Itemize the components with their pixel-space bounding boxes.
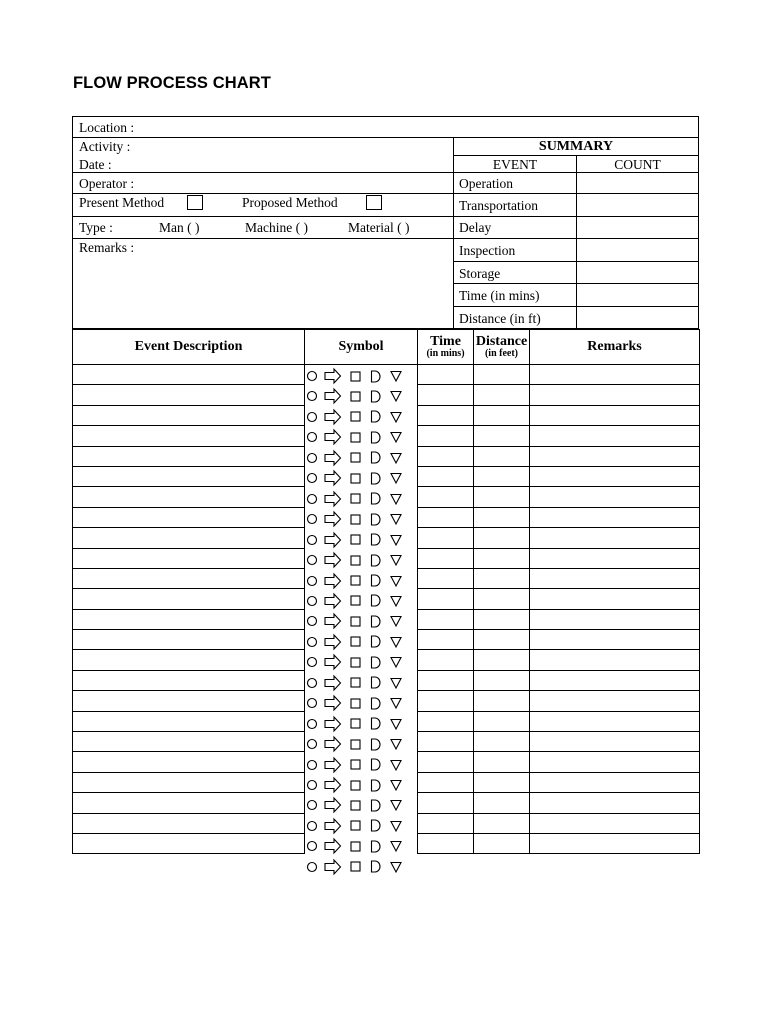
symbol-row [306, 572, 416, 590]
time-cell[interactable] [418, 691, 474, 711]
event-description-cell[interactable] [73, 670, 305, 690]
event-description-cell[interactable] [73, 833, 305, 853]
type-label: Type : [79, 220, 113, 235]
time-cell[interactable] [418, 772, 474, 792]
triangle-down-icon[interactable] [390, 636, 402, 648]
d-shape-icon[interactable] [370, 656, 382, 669]
d-shape-icon[interactable] [370, 717, 382, 730]
remarks-cell[interactable] [530, 405, 700, 425]
d-shape-icon[interactable] [370, 574, 382, 587]
type-machine-option[interactable]: Machine ( ) [245, 220, 308, 235]
circle-icon[interactable] [306, 513, 318, 525]
distance-cell[interactable] [474, 813, 530, 833]
remarks-cell[interactable] [530, 385, 700, 405]
event-description-cell[interactable] [73, 752, 305, 772]
square-icon[interactable] [350, 493, 361, 504]
time-cell[interactable] [418, 385, 474, 405]
circle-icon[interactable] [306, 493, 318, 505]
distance-cell[interactable] [474, 548, 530, 568]
time-cell[interactable] [418, 446, 474, 466]
remarks-cell[interactable] [530, 772, 700, 792]
circle-icon[interactable] [306, 575, 318, 587]
remarks-cell[interactable] [530, 732, 700, 752]
distance-cell[interactable] [474, 507, 530, 527]
arrow-icon[interactable] [324, 613, 342, 629]
triangle-down-icon[interactable] [390, 390, 402, 402]
arrow-icon[interactable] [324, 634, 342, 650]
symbol-row [306, 653, 416, 671]
arrow-icon[interactable] [324, 838, 342, 854]
event-description-cell[interactable] [73, 405, 305, 425]
triangle-down-icon[interactable] [390, 779, 402, 791]
remarks-cell[interactable] [530, 711, 700, 731]
event-description-cell[interactable] [73, 487, 305, 507]
arrow-icon[interactable] [324, 675, 342, 691]
symbol-row [306, 735, 416, 753]
d-shape-icon[interactable] [370, 860, 382, 873]
circle-icon[interactable] [306, 554, 318, 566]
triangle-down-icon[interactable] [390, 472, 402, 484]
triangle-down-icon[interactable] [390, 718, 402, 730]
square-icon[interactable] [350, 432, 361, 443]
event-description-cell[interactable] [73, 568, 305, 588]
circle-icon[interactable] [306, 636, 318, 648]
summary-event-delay: Delay [459, 220, 492, 235]
d-shape-icon[interactable] [370, 390, 382, 403]
distance-cell[interactable] [474, 589, 530, 609]
time-cell[interactable] [418, 405, 474, 425]
triangle-down-icon[interactable] [390, 411, 402, 423]
square-icon[interactable] [350, 718, 361, 729]
arrow-icon[interactable] [324, 532, 342, 548]
symbol-row [306, 756, 416, 774]
event-description-cell[interactable] [73, 691, 305, 711]
summary-event-operation: Operation [459, 176, 513, 191]
d-shape-icon[interactable] [370, 840, 382, 853]
event-description-cell[interactable] [73, 772, 305, 792]
circle-icon[interactable] [306, 840, 318, 852]
triangle-down-icon[interactable] [390, 656, 402, 668]
symbol-row [306, 490, 416, 508]
event-description-cell[interactable] [73, 630, 305, 650]
symbol-row [306, 612, 416, 630]
arrow-icon[interactable] [324, 777, 342, 793]
symbol-row [306, 715, 416, 733]
circle-icon[interactable] [306, 697, 318, 709]
remarks-cell[interactable] [530, 507, 700, 527]
remarks-cell[interactable] [530, 630, 700, 650]
event-description-cell[interactable] [73, 589, 305, 609]
count-time-cell[interactable] [577, 284, 698, 306]
circle-icon[interactable] [306, 370, 318, 382]
circle-icon[interactable] [306, 861, 318, 873]
d-shape-icon[interactable] [370, 410, 382, 423]
circle-icon[interactable] [306, 431, 318, 443]
symbol-row [306, 367, 416, 385]
circle-icon[interactable] [306, 656, 318, 668]
d-shape-icon[interactable] [370, 635, 382, 648]
d-shape-icon[interactable] [370, 492, 382, 505]
remarks-cell[interactable] [530, 609, 700, 629]
remarks-cell[interactable] [530, 793, 700, 813]
event-description-cell[interactable] [73, 793, 305, 813]
distance-cell[interactable] [474, 691, 530, 711]
arrow-icon[interactable] [324, 573, 342, 589]
square-icon[interactable] [350, 800, 361, 811]
d-shape-icon[interactable] [370, 819, 382, 832]
summary-event-inspection: Inspection [459, 243, 516, 258]
circle-icon[interactable] [306, 718, 318, 730]
event-description-cell[interactable] [73, 528, 305, 548]
arrow-icon[interactable] [324, 757, 342, 773]
summary-event-time: Time (in mins) [459, 288, 540, 303]
symbol-row [306, 837, 416, 855]
arrow-icon[interactable] [324, 409, 342, 425]
remarks-cell[interactable] [530, 670, 700, 690]
event-description-cell[interactable] [73, 548, 305, 568]
square-icon[interactable] [350, 841, 361, 852]
time-cell[interactable] [418, 752, 474, 772]
square-icon[interactable] [350, 575, 361, 586]
distance-cell[interactable] [474, 793, 530, 813]
square-icon[interactable] [350, 555, 361, 566]
symbol-row [306, 858, 416, 876]
distance-cell[interactable] [474, 630, 530, 650]
remarks-cell[interactable] [530, 548, 700, 568]
arrow-icon[interactable] [324, 429, 342, 445]
event-description-cell[interactable] [73, 711, 305, 731]
symbol-row [306, 817, 416, 835]
triangle-down-icon[interactable] [390, 759, 402, 771]
d-shape-icon[interactable] [370, 554, 382, 567]
location-label: Location : [79, 120, 135, 135]
distance-cell[interactable] [474, 365, 530, 385]
symbol-row [306, 428, 416, 446]
circle-icon[interactable] [306, 390, 318, 402]
event-description-cell[interactable] [73, 507, 305, 527]
symbol-row [306, 531, 416, 549]
count-storage-cell[interactable] [577, 262, 698, 283]
present-method-checkbox[interactable] [187, 195, 203, 210]
summary-event-header: EVENT [492, 157, 538, 172]
distance-cell[interactable] [474, 609, 530, 629]
d-shape-icon[interactable] [370, 533, 382, 546]
circle-icon[interactable] [306, 738, 318, 750]
summary-event-storage: Storage [459, 266, 501, 281]
remarks-cell[interactable] [530, 589, 700, 609]
summary-event-transportation: Transportation [459, 198, 539, 213]
summary-event-distance: Distance (in ft) [459, 311, 541, 326]
distance-cell[interactable] [474, 833, 530, 853]
event-description-cell[interactable] [73, 813, 305, 833]
square-icon[interactable] [350, 371, 361, 382]
event-description-cell[interactable] [73, 385, 305, 405]
d-shape-icon[interactable] [370, 451, 382, 464]
square-icon[interactable] [350, 391, 361, 402]
date-label: Date : [79, 157, 112, 172]
distance-cell[interactable] [474, 446, 530, 466]
d-shape-icon[interactable] [370, 697, 382, 710]
square-icon[interactable] [350, 759, 361, 770]
d-shape-icon[interactable] [370, 738, 382, 751]
symbol-row [306, 510, 416, 528]
arrow-icon[interactable] [324, 818, 342, 834]
triangle-down-icon[interactable] [390, 738, 402, 750]
circle-icon[interactable] [306, 472, 318, 484]
arrow-icon[interactable] [324, 593, 342, 609]
time-cell[interactable] [418, 466, 474, 486]
d-shape-icon[interactable] [370, 431, 382, 444]
triangle-down-icon[interactable] [390, 595, 402, 607]
count-inspection-cell[interactable] [577, 239, 698, 261]
circle-icon[interactable] [306, 820, 318, 832]
count-delay-cell[interactable] [577, 217, 698, 238]
distance-cell[interactable] [474, 466, 530, 486]
triangle-down-icon[interactable] [390, 575, 402, 587]
col-event-description: Event Description [73, 330, 305, 365]
distance-cell[interactable] [474, 732, 530, 752]
count-distance-cell[interactable] [577, 307, 698, 328]
distance-cell[interactable] [474, 426, 530, 446]
triangle-down-icon[interactable] [390, 799, 402, 811]
symbol-row [306, 592, 416, 610]
col-distance-label: Distance [475, 334, 528, 349]
time-cell[interactable] [418, 589, 474, 609]
col-time-unit: (in mins) [426, 348, 465, 359]
col-symbol: Symbol [305, 330, 418, 365]
d-shape-icon[interactable] [370, 758, 382, 771]
triangle-down-icon[interactable] [390, 615, 402, 627]
distance-cell[interactable] [474, 568, 530, 588]
distance-cell[interactable] [474, 487, 530, 507]
d-shape-icon[interactable] [370, 779, 382, 792]
remarks-cell[interactable] [530, 426, 700, 446]
arrow-icon[interactable] [324, 511, 342, 527]
symbol-row [306, 387, 416, 405]
distance-cell[interactable] [474, 528, 530, 548]
d-shape-icon[interactable] [370, 799, 382, 812]
triangle-down-icon[interactable] [390, 861, 402, 873]
proposed-method-checkbox[interactable] [366, 195, 382, 210]
symbol-row [306, 551, 416, 569]
triangle-down-icon[interactable] [390, 513, 402, 525]
triangle-down-icon[interactable] [390, 431, 402, 443]
symbol-row [306, 674, 416, 692]
square-icon[interactable] [350, 452, 361, 463]
header-section [72, 116, 699, 329]
symbol-row [306, 776, 416, 794]
distance-cell[interactable] [474, 711, 530, 731]
square-icon[interactable] [350, 739, 361, 750]
time-cell[interactable] [418, 528, 474, 548]
time-cell[interactable] [418, 365, 474, 385]
circle-icon[interactable] [306, 595, 318, 607]
circle-icon[interactable] [306, 534, 318, 546]
distance-cell[interactable] [474, 405, 530, 425]
square-icon[interactable] [350, 616, 361, 627]
col-remarks: Remarks [530, 330, 700, 365]
remarks-cell[interactable] [530, 752, 700, 772]
time-cell[interactable] [418, 426, 474, 446]
triangle-down-icon[interactable] [390, 493, 402, 505]
event-description-cell[interactable] [73, 732, 305, 752]
col-time [418, 330, 474, 365]
time-cell[interactable] [418, 813, 474, 833]
arrow-icon[interactable] [324, 388, 342, 404]
type-man-option[interactable]: Man ( ) [159, 220, 200, 235]
square-icon[interactable] [350, 861, 361, 872]
time-cell[interactable] [418, 732, 474, 752]
arrow-icon[interactable] [324, 859, 342, 875]
time-cell[interactable] [418, 548, 474, 568]
circle-icon[interactable] [306, 411, 318, 423]
summary-count-header: COUNT [614, 157, 661, 172]
page-title: FLOW PROCESS CHART [73, 74, 271, 92]
symbol-row [306, 633, 416, 651]
arrow-icon[interactable] [324, 736, 342, 752]
square-icon[interactable] [350, 698, 361, 709]
time-cell[interactable] [418, 568, 474, 588]
arrow-icon[interactable] [324, 491, 342, 507]
square-icon[interactable] [350, 657, 361, 668]
remarks-cell[interactable] [530, 487, 700, 507]
arrow-icon[interactable] [324, 797, 342, 813]
operator-label: Operator : [79, 176, 135, 191]
type-material-option[interactable]: Material ( ) [348, 220, 410, 235]
d-shape-icon[interactable] [370, 513, 382, 526]
event-description-cell[interactable] [73, 466, 305, 486]
square-icon[interactable] [350, 636, 361, 647]
arrow-icon[interactable] [324, 450, 342, 466]
remarks-cell[interactable] [530, 650, 700, 670]
remarks-cell[interactable] [530, 466, 700, 486]
remarks-cell[interactable] [530, 691, 700, 711]
square-icon[interactable] [350, 780, 361, 791]
distance-cell[interactable] [474, 670, 530, 690]
triangle-down-icon[interactable] [390, 677, 402, 689]
summary-title: SUMMARY [538, 139, 614, 154]
event-description-cell[interactable] [73, 365, 305, 385]
activity-label: Activity : [79, 139, 131, 154]
time-cell[interactable] [418, 833, 474, 853]
event-description-cell[interactable] [73, 426, 305, 446]
square-icon[interactable] [350, 677, 361, 688]
event-description-cell[interactable] [73, 446, 305, 466]
d-shape-icon[interactable] [370, 594, 382, 607]
arrow-icon[interactable] [324, 368, 342, 384]
arrow-icon[interactable] [324, 552, 342, 568]
circle-icon[interactable] [306, 452, 318, 464]
time-cell[interactable] [418, 670, 474, 690]
symbol-row [306, 694, 416, 712]
triangle-down-icon[interactable] [390, 452, 402, 464]
square-icon[interactable] [350, 411, 361, 422]
remarks-label: Remarks : [79, 240, 135, 255]
square-icon[interactable] [350, 595, 361, 606]
symbol-row [306, 469, 416, 487]
square-icon[interactable] [350, 514, 361, 525]
arrow-icon[interactable] [324, 654, 342, 670]
time-cell[interactable] [418, 609, 474, 629]
remarks-cell[interactable] [530, 833, 700, 853]
d-shape-icon[interactable] [370, 370, 382, 383]
triangle-down-icon[interactable] [390, 370, 402, 382]
proposed-method-label: Proposed Method [242, 195, 338, 210]
remarks-cell[interactable] [530, 365, 700, 385]
distance-cell[interactable] [474, 385, 530, 405]
symbol-row [306, 449, 416, 467]
col-distance-unit: (in feet) [484, 348, 519, 359]
arrow-icon[interactable] [324, 716, 342, 732]
arrow-icon[interactable] [324, 470, 342, 486]
present-method-label: Present Method [79, 195, 165, 210]
triangle-down-icon[interactable] [390, 820, 402, 832]
distance-cell[interactable] [474, 752, 530, 772]
event-description-cell[interactable] [73, 650, 305, 670]
circle-icon[interactable] [306, 615, 318, 627]
circle-icon[interactable] [306, 799, 318, 811]
symbol-row [306, 408, 416, 426]
triangle-down-icon[interactable] [390, 534, 402, 546]
col-distance [474, 330, 530, 365]
distance-cell[interactable] [474, 650, 530, 670]
square-icon[interactable] [350, 534, 361, 545]
remarks-cell[interactable] [530, 446, 700, 466]
triangle-down-icon[interactable] [390, 554, 402, 566]
remarks-cell[interactable] [530, 528, 700, 548]
d-shape-icon[interactable] [370, 676, 382, 689]
triangle-down-icon[interactable] [390, 697, 402, 709]
time-cell[interactable] [418, 487, 474, 507]
time-cell[interactable] [418, 793, 474, 813]
remarks-cell[interactable] [530, 813, 700, 833]
col-time-label: Time [430, 334, 461, 349]
square-icon[interactable] [350, 820, 361, 831]
remarks-cell[interactable] [530, 568, 700, 588]
time-cell[interactable] [418, 630, 474, 650]
symbol-row [306, 796, 416, 814]
time-cell[interactable] [418, 650, 474, 670]
circle-icon[interactable] [306, 779, 318, 791]
square-icon[interactable] [350, 473, 361, 484]
time-cell[interactable] [418, 711, 474, 731]
count-operation-cell[interactable] [577, 173, 698, 193]
time-cell[interactable] [418, 507, 474, 527]
arrow-icon[interactable] [324, 695, 342, 711]
circle-icon[interactable] [306, 759, 318, 771]
circle-icon[interactable] [306, 677, 318, 689]
event-description-cell[interactable] [73, 609, 305, 629]
distance-cell[interactable] [474, 772, 530, 792]
d-shape-icon[interactable] [370, 472, 382, 485]
triangle-down-icon[interactable] [390, 840, 402, 852]
d-shape-icon[interactable] [370, 615, 382, 628]
count-transportation-cell[interactable] [577, 194, 698, 216]
